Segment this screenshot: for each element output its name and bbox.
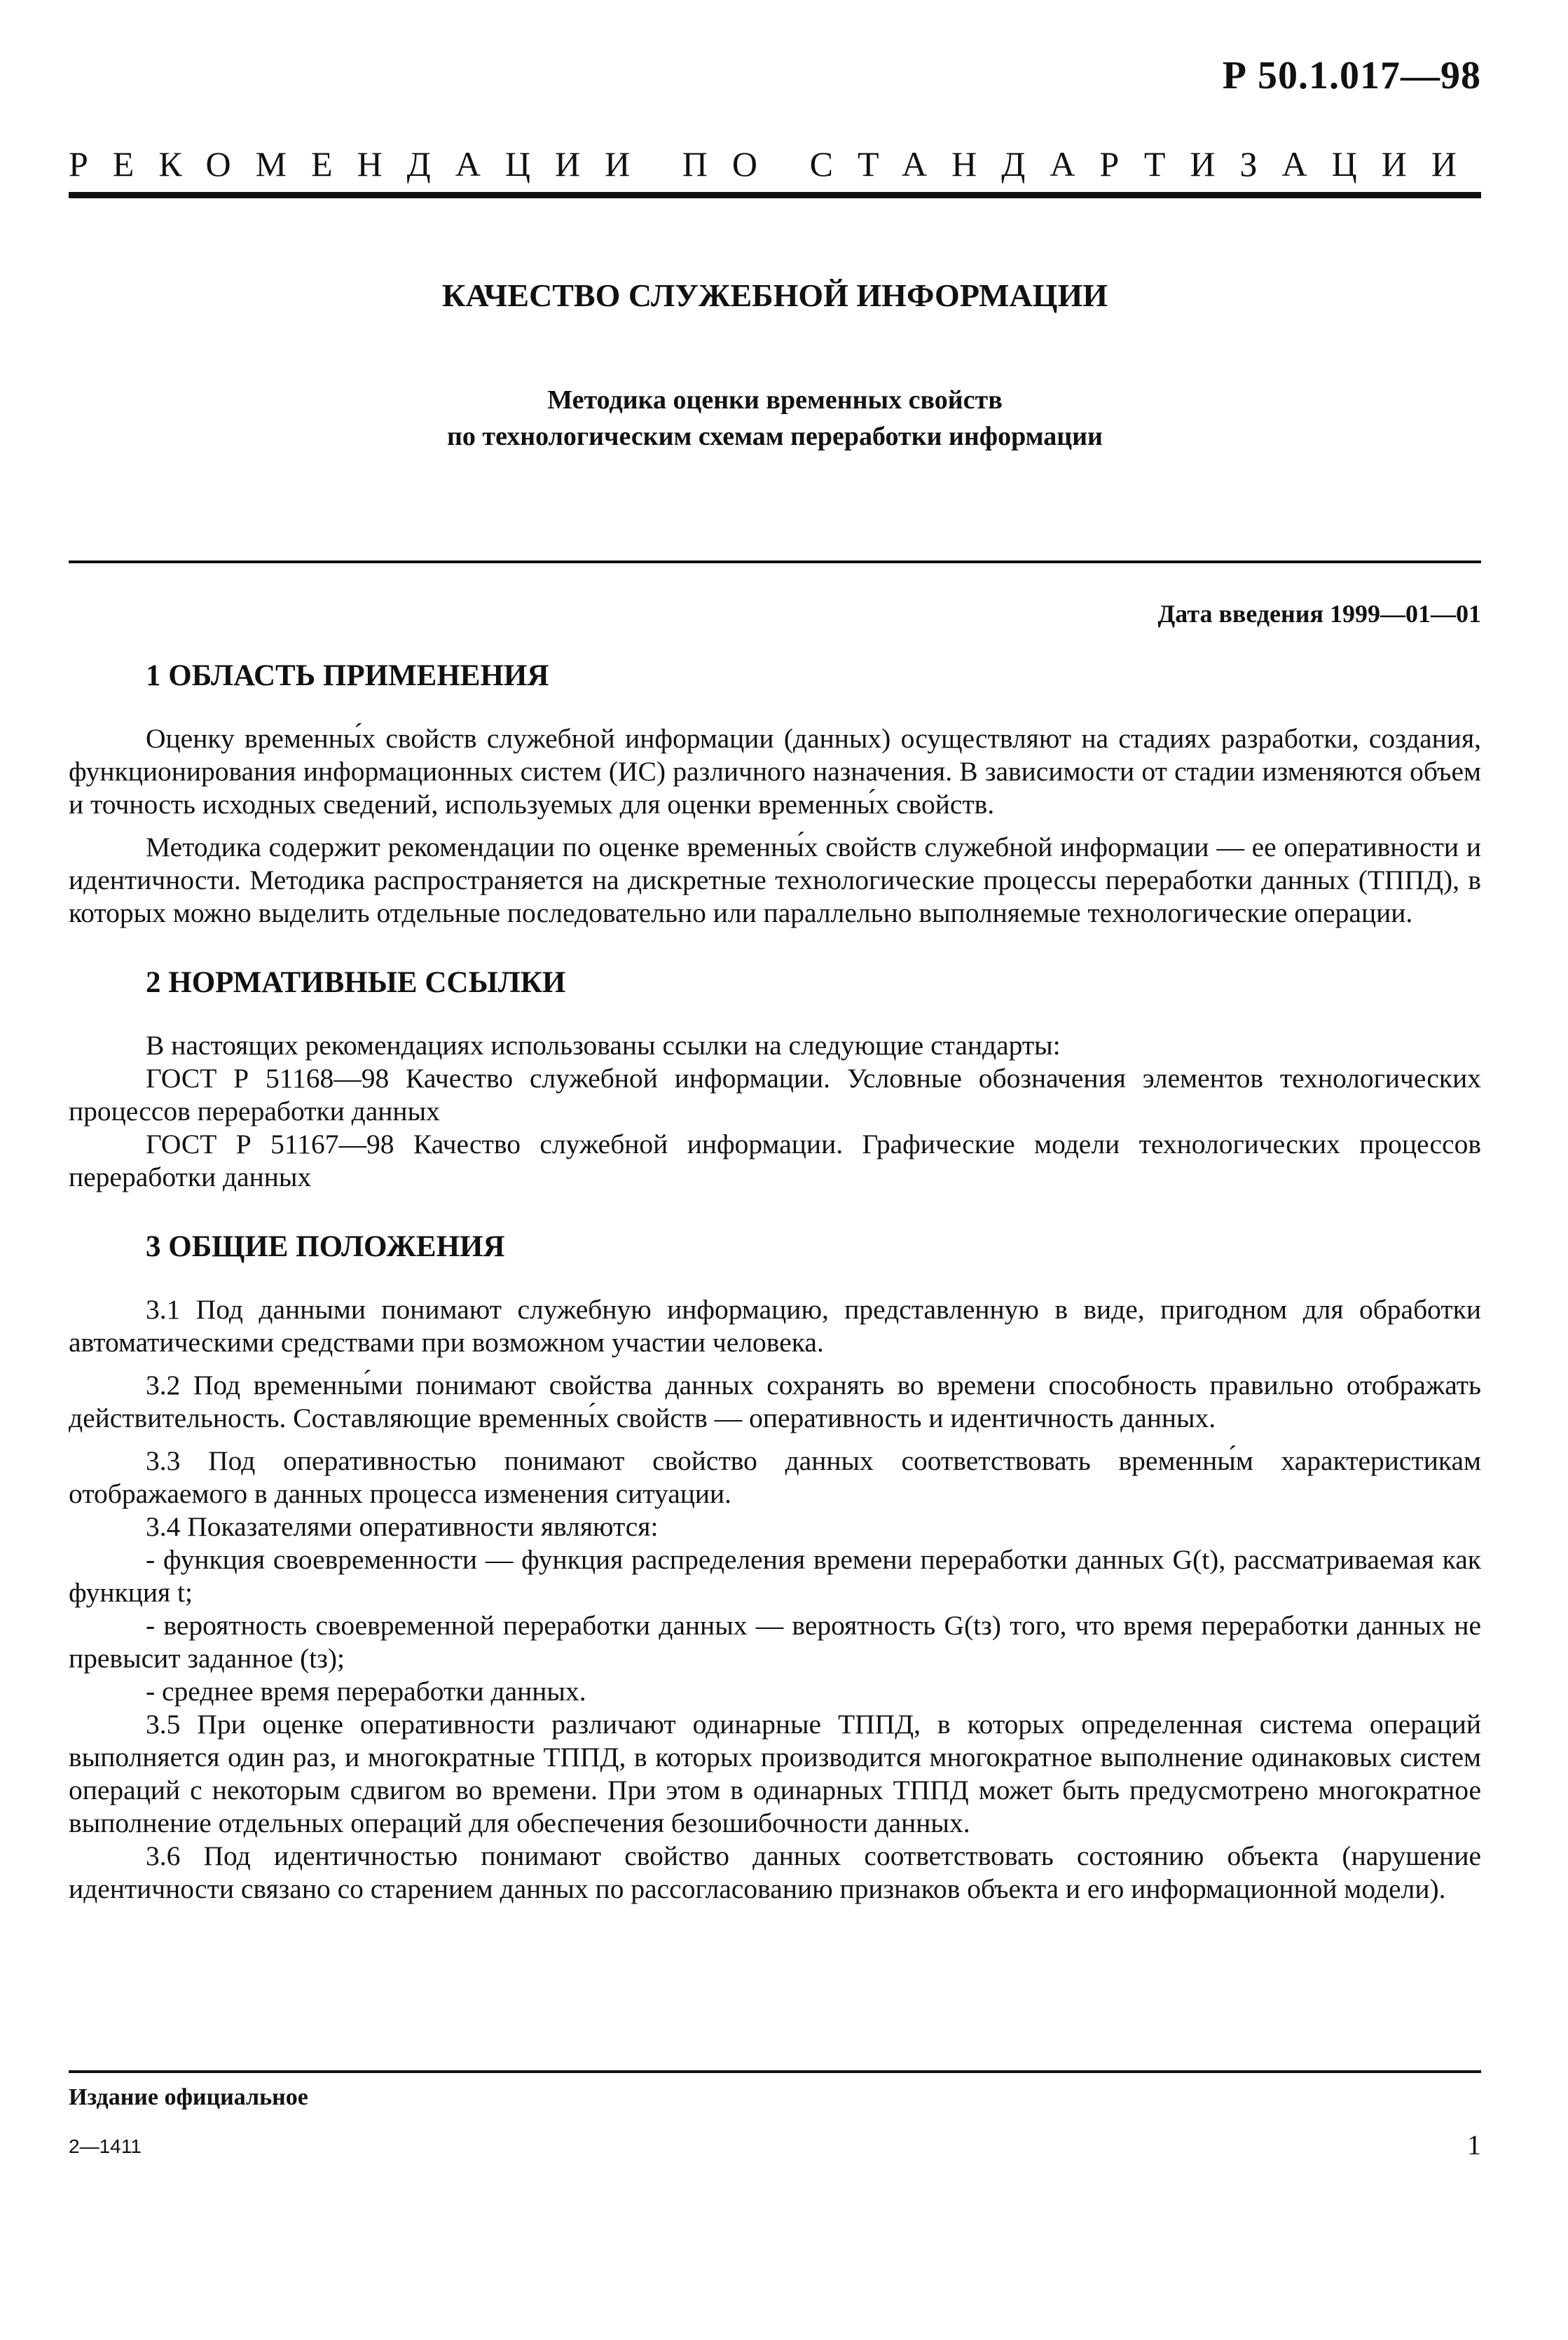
- title-rule: [69, 560, 1481, 563]
- series-word: ПО: [682, 144, 783, 184]
- paragraph: В настоящих рекомендациях использованы ссылки на следующие стандарты:: [146, 1030, 1061, 1061]
- paragraph: - вероятность своевременной переработки данных — вероятность G(tз) того, что время переработки данных не превысит заданное (tз);: [69, 1610, 1481, 1674]
- paragraph: 3.6 Под идентичностью понимают свойство данных соответствовать состоянию объекта (нарушение идентичности связано со старением данных по рассогласованию признаков объекта и его информационной модели).: [69, 1840, 1481, 1904]
- section-heading: 3 ОБЩИЕ ПОЛОЖЕНИЯ: [146, 1230, 505, 1263]
- paragraph: Методика содержит рекомендации по оценке временны́х свойств служебной информации — ее оперативности и идентичности. Методика распространяется на дискретные технологические процессы переработки данных (ТППД), в которых можно выделить отдельные последовательно или параллельно выполняемые технологические операции.: [69, 832, 1481, 928]
- document-subtitle: [69, 382, 1481, 455]
- document-code: Р 50.1.017—98: [1222, 54, 1481, 97]
- paragraph: 3.4 Показателями оперативности являются:: [146, 1511, 659, 1542]
- page-number: 1: [1467, 2129, 1481, 2161]
- paragraph: - функция своевременности — функция распределения времени переработки данных G(t), рассматриваемая как функция t;: [69, 1544, 1481, 1608]
- sheet-code: 2—1411: [69, 2135, 142, 2157]
- paragraph: Оценку временны́х свойств служебной информации (данных) осуществляют на стадиях разработки, создания, функционирования информационных систем (ИС) различного назначения. В зависимости от стадии изменяются объем и точность исходных сведений, используемых для оценки временны́х свойств.: [69, 723, 1481, 820]
- paragraph: 3.1 Под данными понимают служебную информацию, представленную в виде, пригодном для обработки автоматическими средствами при возможном участии человека.: [69, 1294, 1481, 1358]
- footer-rule: [69, 2070, 1481, 2073]
- header-rule: [69, 192, 1481, 198]
- series-word: РЕКОМЕНДАЦИИ: [69, 144, 655, 184]
- subtitle-line: Методика оценки временных свойств: [547, 385, 1003, 415]
- document-title: КАЧЕСТВО СЛУЖЕБНОЙ ИНФОРМАЦИИ: [441, 277, 1108, 313]
- document-page: [69, 0, 1481, 2340]
- paragraph: - среднее время переработки данных.: [146, 1676, 586, 1707]
- paragraph: 3.5 При оценке оперативности различают одинарные ТППД, в которых определенная система операций выполняется один раз, и многократные ТППД, в которых производится многократное выполнение одинаковых систем операций с некоторым сдвигом во времени. При этом в одинарных ТППД может быть предусмотрено многократное выполнение отдельных операций для обеспечения безошибочности данных.: [69, 1709, 1481, 1838]
- edition-note: Издание официальное: [69, 2084, 308, 2110]
- introduction-date: Дата введения 1999—01—01: [1157, 600, 1481, 628]
- paragraph: ГОСТ Р 51168—98 Качество служебной информации. Условные обозначения элементов технологических процессов переработки данных: [69, 1063, 1481, 1127]
- paragraph: ГОСТ Р 51167—98 Качество служебной информации. Графические модели технологических процессов переработки данных: [69, 1129, 1481, 1192]
- series-title: [69, 144, 1481, 184]
- section-heading: 2 НОРМАТИВНЫЕ ССЫЛКИ: [146, 966, 566, 999]
- paragraph: 3.3 Под оперативностью понимают свойство данных соответствовать временны́м характеристикам отображаемого в данных процесса изменения ситуации.: [69, 1445, 1481, 1509]
- subtitle-line: по технологическим схемам переработки информации: [447, 422, 1103, 451]
- document-body: [69, 655, 1481, 1906]
- section-heading: 1 ОБЛАСТЬ ПРИМЕНЕНИЯ: [146, 659, 549, 692]
- series-word: СТАНДАРТИЗАЦИИ: [809, 144, 1481, 184]
- paragraph: 3.2 Под временны́ми понимают свойства данных сохранять во времени способность правильно отображать действительность. Составляющие временны́х свойств — оперативность и идентичность данных.: [69, 1370, 1481, 1433]
